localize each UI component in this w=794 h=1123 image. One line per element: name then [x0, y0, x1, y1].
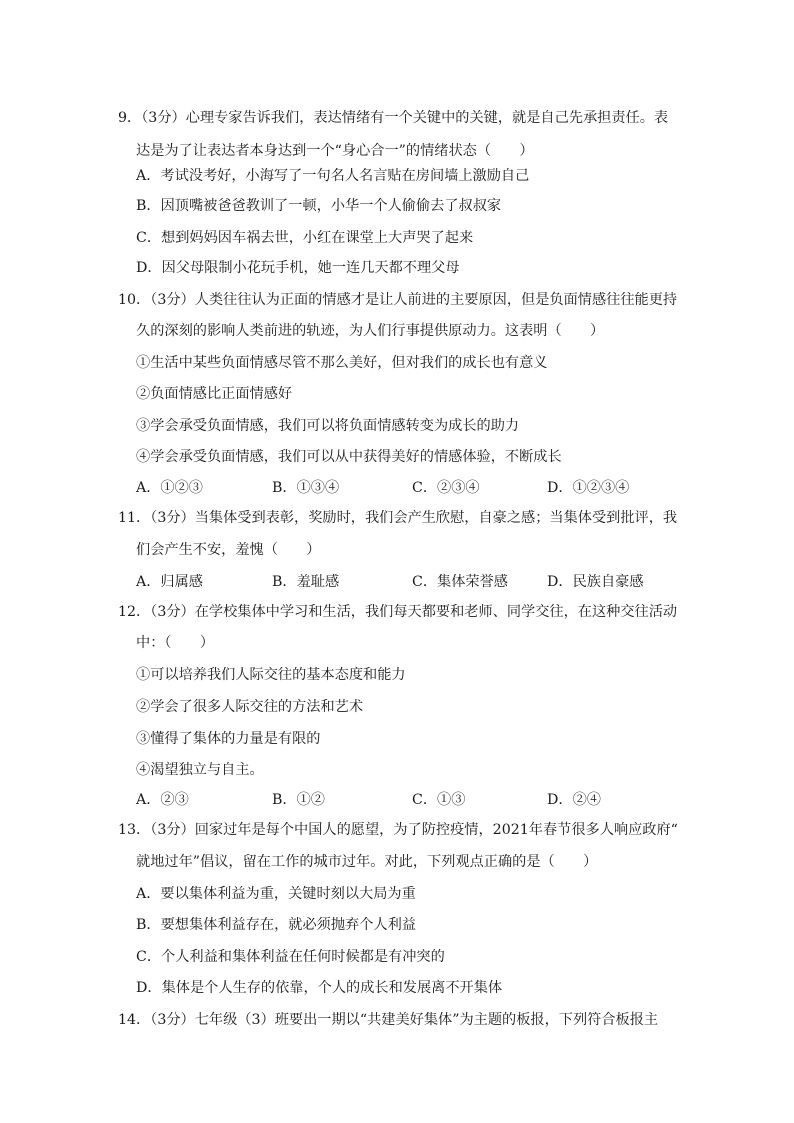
- options-row: [0, 478, 794, 498]
- question-stem-continued: 达是为了让表达者本身达到一个“身心合一”的情绪状态（ ）: [136, 143, 534, 159]
- answer-option: B．要想集体利益存在，就必须抛弃个人利益: [136, 917, 416, 933]
- answer-option: B．①③④: [272, 480, 340, 496]
- answer-option: B．羞耻感: [272, 574, 340, 590]
- answer-option: C．想到妈妈因车祸去世，小红在课堂上大声哭了起来: [136, 230, 474, 246]
- statement-item: ②负面情感比正面情感好: [136, 386, 293, 402]
- question-stem-continued: 久的深刻的影响人类前进的轨迹，为人们行事提供原动力。这表明（ ）: [136, 323, 605, 339]
- question-stem: 14．（3分）七年级（3）班要出一期以“共建美好集体”为主题的板报，下列符合板报主: [118, 1012, 659, 1028]
- answer-option: B．①②: [272, 792, 325, 808]
- answer-option: A．要以集体利益为重，关键时刻以大局为重: [136, 886, 416, 902]
- answer-option: B．因顶嘴被爸爸教训了一顿，小华一个人偷偷去了叔叔家: [136, 198, 502, 214]
- answer-option: C．个人利益和集体利益在任何时候都是有冲突的: [136, 949, 445, 965]
- answer-option: D．因父母限制小花玩手机，她一连几天都不理父母: [136, 260, 460, 276]
- answer-option: D．民族自豪感: [547, 574, 644, 590]
- question-stem: 12．（3分）在学校集体中学习和生活，我们每天都要和老师、同学交往，在这种交往活动: [118, 604, 678, 620]
- answer-option: D．集体是个人生存的依靠，个人的成长和发展离不开集体: [136, 980, 503, 996]
- answer-option: C．②③④: [412, 480, 480, 496]
- answer-option: D．②④: [547, 792, 601, 808]
- statement-item: ③懂得了集体的力量是有限的: [136, 731, 321, 747]
- question-stem-continued: 中：（ ）: [136, 635, 215, 651]
- question-stem: 13．（3分）回家过年是每个中国人的愿望，为了防控疫情，2021年春节很多人响应政府“: [118, 822, 678, 838]
- question-stem-continued: 们会产生不安，羞愧（ ）: [136, 542, 321, 558]
- question-stem: 11．（3分）当集体受到表彰，奖励时，我们会产生欣慰，自豪之感；当集体受到批评，我: [118, 510, 678, 526]
- answer-option: D．①②③④: [547, 480, 630, 496]
- answer-option: C．①③: [412, 792, 466, 808]
- answer-option: A．考试没考好，小海写了一句名人名言贴在房间墙上激励自己: [136, 168, 530, 184]
- question-stem: 10．（3分）人类往往认为正面的情感才是让人前进的主要原因，但是负面情感往往能更持: [118, 292, 678, 308]
- statement-item: ①可以培养我们人际交往的基本态度和能力: [136, 667, 406, 683]
- options-row: [0, 790, 794, 810]
- question-stem: 9．（3分）心理专家告诉我们，表达情绪有一个关键中的关键，就是自己先承担责任。表: [118, 110, 669, 126]
- statement-item: ④学会承受负面情感，我们可以从中获得美好的情感体验，不断成长: [136, 449, 562, 465]
- answer-option: C．集体荣誉感: [412, 574, 508, 590]
- options-row: [0, 572, 794, 592]
- statement-item: ②学会了很多人际交往的方法和艺术: [136, 699, 364, 715]
- question-stem-continued: 就地过年”倡议，留在工作的城市过年。对此，下列观点正确的是（ ）: [136, 854, 598, 870]
- answer-option: A．②③: [136, 792, 189, 808]
- answer-option: A．①②③: [136, 480, 203, 496]
- statement-item: ④渴望独立与自主。: [136, 762, 264, 778]
- statement-item: ①生活中某些负面情感尽管不那么美好，但对我们的成长也有意义: [136, 355, 548, 371]
- statement-item: ③学会承受负面情感，我们可以将负面情感转变为成长的助力: [136, 418, 520, 434]
- answer-option: A．归属感: [136, 574, 203, 590]
